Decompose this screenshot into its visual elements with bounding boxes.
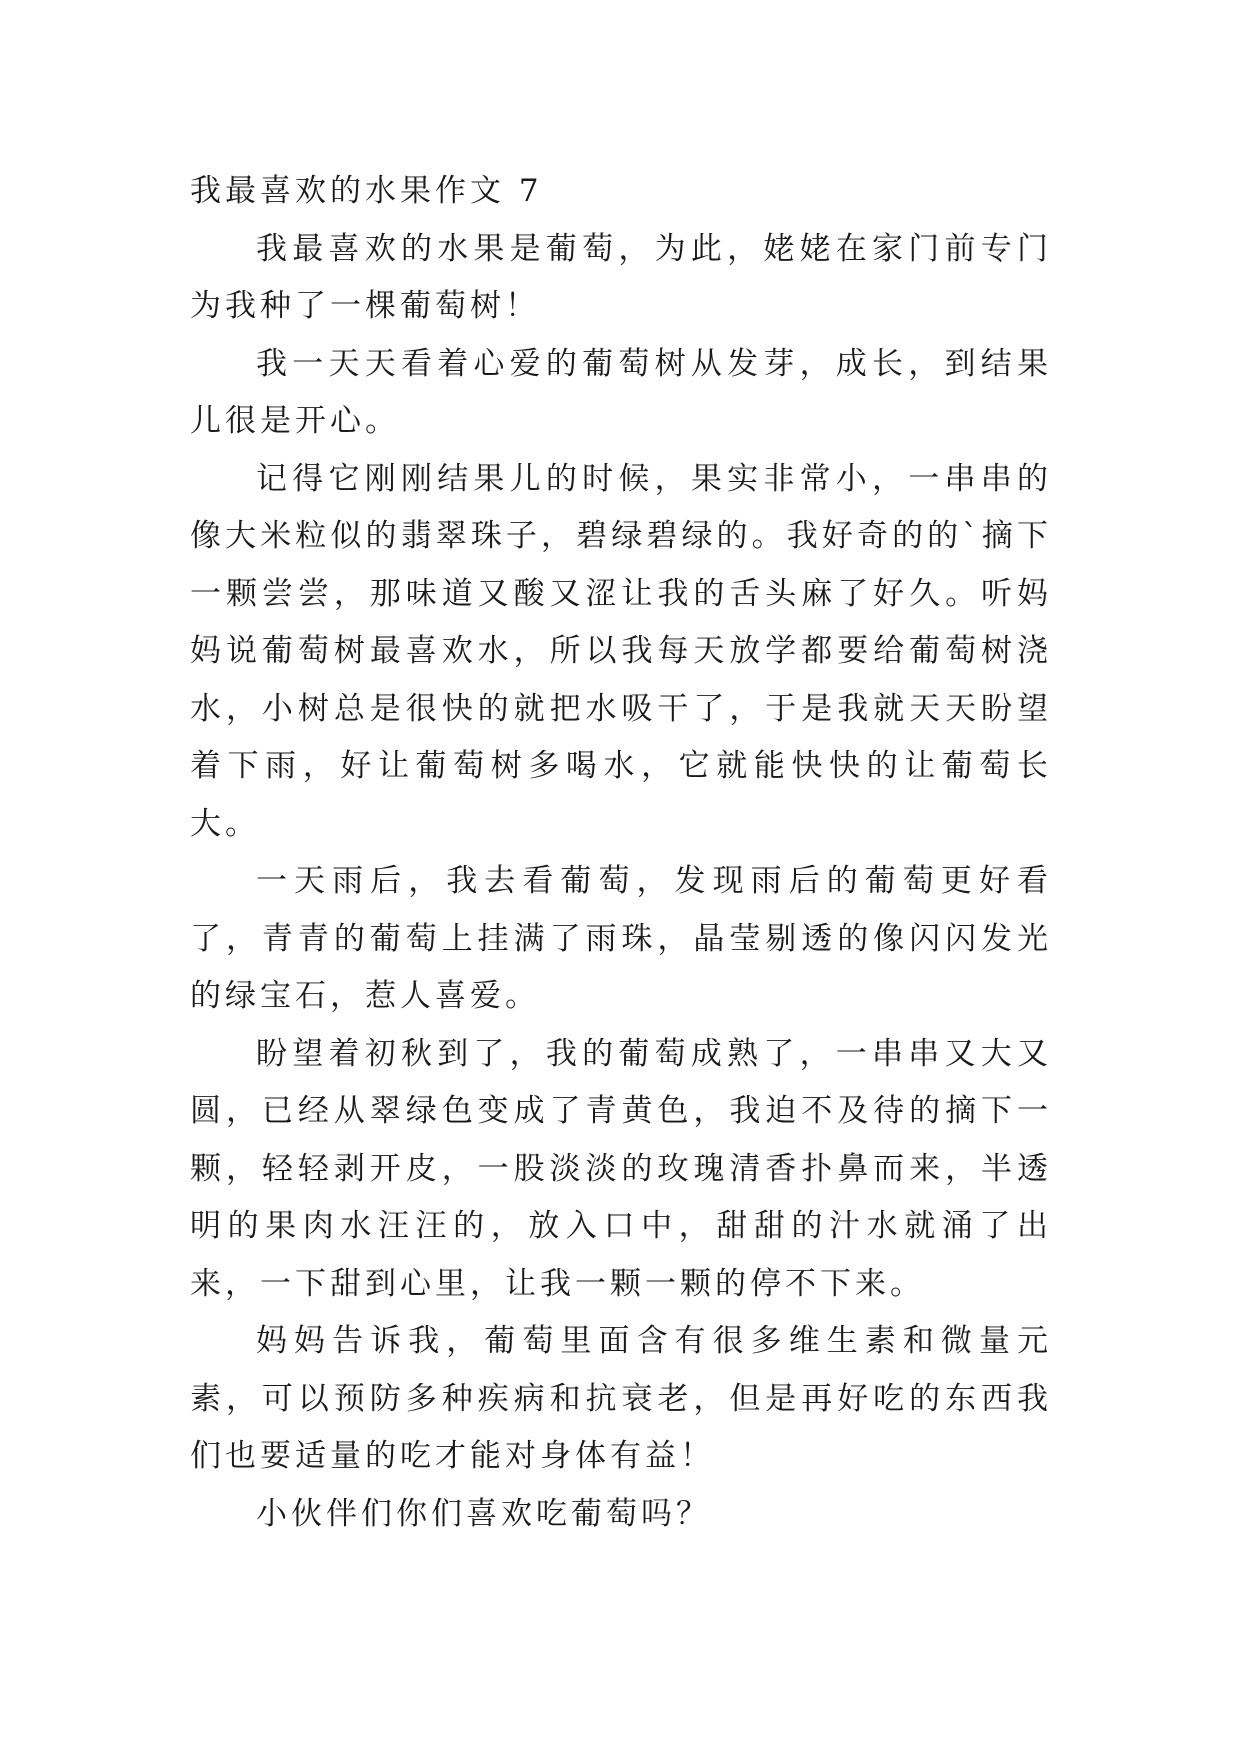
paragraph: 妈妈告诉我，葡萄里面含有很多维生素和微量元素，可以预防多种疾病和抗衰老，但是再好吃的东西我们也要适量的吃才能对身体有益！	[190, 1323, 1052, 1474]
paragraph: 一天雨后，我去看葡萄，发现雨后的葡萄更好看了，青青的葡萄上挂满了雨珠，晶莹剔透的像闪闪发光的绿宝石，惹人喜爱。	[190, 863, 1052, 1014]
document-title: 我最喜欢的水果作文 7	[190, 173, 543, 209]
paragraph: 我最喜欢的水果是葡萄，为此，姥姥在家门前专门为我种了一棵葡萄树！	[190, 230, 1052, 324]
paragraph: 盼望着初秋到了，我的葡萄成熟了，一串串又大又圆，已经从翠绿色变成了青黄色，我迫不及待的摘下一颗，轻轻剥开皮，一股淡淡的玫瑰清香扑鼻而来，半透明的果肉水汪汪的，放入口中，甜甜的汁水就涌了出来，一下甜到心里，让我一颗一颗的停不下来。	[190, 1035, 1052, 1302]
paragraph: 记得它刚刚结果儿的时候，果实非常小，一串串的像大米粒似的翡翠珠子，碧绿碧绿的。我好奇的的`摘下一颗尝尝，那味道又酸又涩让我的舌头麻了好久。听妈妈说葡萄树最喜欢水，所以我每天放学都要给葡萄树浇水，小树总是很快的就把水吸干了，于是我就天天盼望着下雨，好让葡萄树多喝水，它就能快快的让葡萄长大。	[190, 460, 1052, 842]
document-body	[190, 163, 1052, 1543]
paragraph: 小伙伴们你们喜欢吃葡萄吗？	[256, 1495, 711, 1532]
paragraph: 我一天天看着心爱的葡萄树从发芽，成长，到结果儿很是开心。	[190, 345, 1052, 439]
